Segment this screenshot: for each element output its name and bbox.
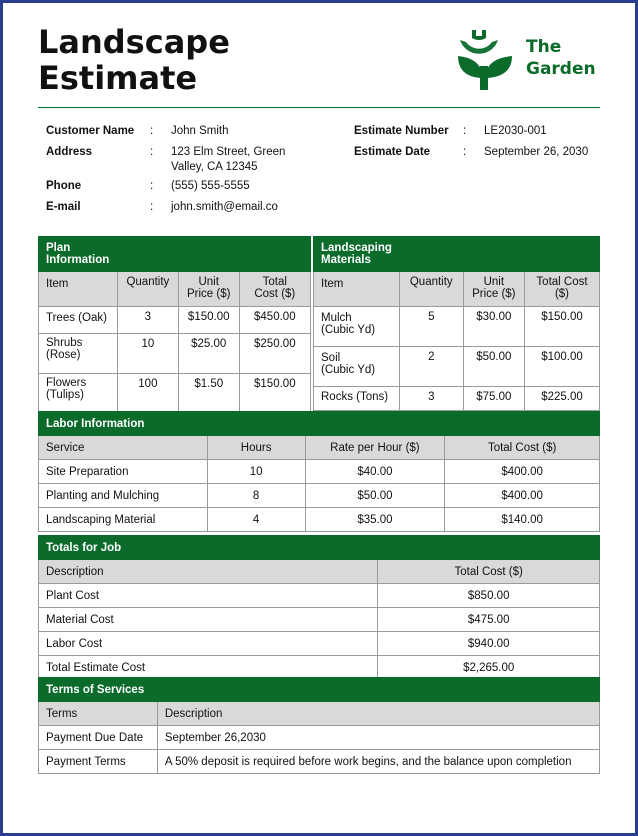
qty-cell: 2: [399, 347, 463, 387]
table-row: [39, 608, 600, 632]
column-header: Item: [39, 272, 118, 307]
service-cell: Site Preparation: [39, 460, 208, 484]
logo-line-1: The: [526, 37, 562, 57]
table-title-row: [39, 412, 600, 436]
description-cell: September 26,2030: [157, 726, 599, 750]
item-cell: Shrubs (Rose): [39, 334, 118, 374]
total-cost-cell: $100.00: [524, 347, 599, 387]
total-cost-cell: $250.00: [239, 334, 310, 374]
table-title-row: [314, 237, 600, 272]
term-cell: Payment Terms: [39, 750, 158, 774]
total-cost-cell: $2,265.00: [378, 656, 600, 680]
table-header-row: [314, 272, 600, 307]
total-cost-cell: $400.00: [445, 460, 600, 484]
table-row: [39, 750, 600, 774]
column-header: Quantity: [399, 272, 463, 307]
unit-price-cell: $150.00: [178, 307, 239, 334]
total-cost-cell: $150.00: [239, 374, 310, 414]
table-title-row: [39, 536, 600, 560]
item-cell: Soil (Cubic Yd): [314, 347, 400, 387]
total-cost-cell: $850.00: [378, 584, 600, 608]
title-line-1: Landscape: [38, 23, 230, 61]
table-row: [314, 307, 600, 347]
phone-label: Phone: [46, 180, 82, 192]
table-title: Landscaping Materials: [314, 237, 400, 272]
total-cost-cell: $940.00: [378, 632, 600, 656]
description-cell: Labor Cost: [39, 632, 378, 656]
customer-name-value: John Smith: [171, 125, 229, 137]
qty-cell: 10: [117, 334, 178, 374]
table-row: [39, 460, 600, 484]
column-header: Rate per Hour ($): [305, 436, 445, 460]
sprout-icon: [452, 28, 518, 94]
hours-cell: 8: [207, 484, 305, 508]
total-cost-cell: $475.00: [378, 608, 600, 632]
address-value: [171, 145, 285, 175]
table-header-row: [39, 702, 600, 726]
item-cell: Trees (Oak): [39, 307, 118, 334]
estimate-date-value: September 26, 2030: [484, 146, 589, 158]
totals-for-job-table: [38, 535, 600, 680]
hours-cell: 10: [207, 460, 305, 484]
table-row: [39, 334, 311, 374]
logo-line-2: Garden: [526, 59, 596, 79]
qty-cell: 5: [399, 307, 463, 347]
column-header: Service: [39, 436, 208, 460]
colon: :: [463, 146, 467, 158]
table-header-row: [39, 436, 600, 460]
service-cell: Planting and Mulching: [39, 484, 208, 508]
unit-price-cell: $25.00: [178, 334, 239, 374]
table-row: [314, 387, 600, 411]
table-row: [39, 374, 311, 414]
total-cost-cell: $140.00: [445, 508, 600, 532]
table-row: [39, 484, 600, 508]
item-cell: Rocks (Tons): [314, 387, 400, 411]
header-divider: [38, 107, 600, 108]
rate-cell: $50.00: [305, 484, 445, 508]
column-header: Item: [314, 272, 400, 307]
table-row: [39, 508, 600, 532]
rate-cell: $40.00: [305, 460, 445, 484]
table-row: [39, 632, 600, 656]
table-row: [39, 307, 311, 334]
service-cell: Landscaping Material: [39, 508, 208, 532]
table-row: [39, 726, 600, 750]
term-cell: Payment Due Date: [39, 726, 158, 750]
unit-price-cell: $1.50: [178, 374, 239, 414]
table-title: Totals for Job: [39, 536, 378, 560]
customer-name-label: Customer Name: [46, 125, 135, 137]
unit-price-cell: $50.00: [463, 347, 524, 387]
rate-cell: $35.00: [305, 508, 445, 532]
address-line-1: 123 Elm Street, Green: [171, 146, 286, 158]
column-header: Total Cost ($): [378, 560, 600, 584]
description-cell: Plant Cost: [39, 584, 378, 608]
column-header: Unit Price ($): [178, 272, 239, 307]
page-title: [38, 24, 230, 96]
table-header-row: [39, 272, 311, 307]
column-header: Description: [157, 702, 599, 726]
email-value: john.smith@email.co: [171, 201, 278, 213]
address-label: Address: [46, 146, 93, 158]
table-header-row: [39, 560, 600, 584]
column-header: Total Cost ($): [239, 272, 310, 307]
plan-information-table: [38, 236, 311, 414]
email-label: E-mail: [46, 201, 81, 213]
column-header: Description: [39, 560, 378, 584]
phone-value: (555) 555-5555: [171, 180, 250, 192]
qty-cell: 100: [117, 374, 178, 414]
terms-of-services-table: [38, 677, 600, 774]
table-title: Labor Information: [39, 412, 208, 436]
colon: :: [150, 201, 154, 213]
table-row: [39, 656, 600, 680]
total-cost-cell: $450.00: [239, 307, 310, 334]
qty-cell: 3: [399, 387, 463, 411]
item-cell: Flowers (Tulips): [39, 374, 118, 414]
hours-cell: 4: [207, 508, 305, 532]
title-line-2: Estimate: [38, 59, 198, 97]
unit-price-cell: $30.00: [463, 307, 524, 347]
column-header: Quantity: [117, 272, 178, 307]
colon: :: [150, 125, 154, 137]
table-row: [314, 347, 600, 387]
column-header: Total Cost ($): [524, 272, 599, 307]
description-cell: A 50% deposit is required before work begins, and the balance upon completion: [157, 750, 599, 774]
address-line-2: Valley, CA 12345: [171, 161, 258, 173]
table-title: Terms of Services: [39, 678, 158, 702]
estimate-number-value: LE2030-001: [484, 125, 547, 137]
estimate-number-label: Estimate Number: [354, 125, 449, 137]
unit-price-cell: $75.00: [463, 387, 524, 411]
column-header: Unit Price ($): [463, 272, 524, 307]
table-row: [39, 584, 600, 608]
table-title-row: [39, 237, 311, 272]
total-cost-cell: $225.00: [524, 387, 599, 411]
colon: :: [463, 125, 467, 137]
column-header: Hours: [207, 436, 305, 460]
table-title-row: [39, 678, 600, 702]
item-cell: Mulch (Cubic Yd): [314, 307, 400, 347]
table-title: Plan Information: [39, 237, 118, 272]
logo-text: [526, 36, 596, 80]
description-cell: Total Estimate Cost: [39, 656, 378, 680]
qty-cell: 3: [117, 307, 178, 334]
landscaping-materials-table: [313, 236, 600, 411]
labor-information-table: [38, 411, 600, 532]
colon: :: [150, 180, 154, 192]
colon: :: [150, 146, 154, 158]
total-cost-cell: $150.00: [524, 307, 599, 347]
estimate-date-label: Estimate Date: [354, 146, 431, 158]
description-cell: Material Cost: [39, 608, 378, 632]
total-cost-cell: $400.00: [445, 484, 600, 508]
column-header: Total Cost ($): [445, 436, 600, 460]
column-header: Terms: [39, 702, 158, 726]
company-logo: [452, 28, 602, 96]
